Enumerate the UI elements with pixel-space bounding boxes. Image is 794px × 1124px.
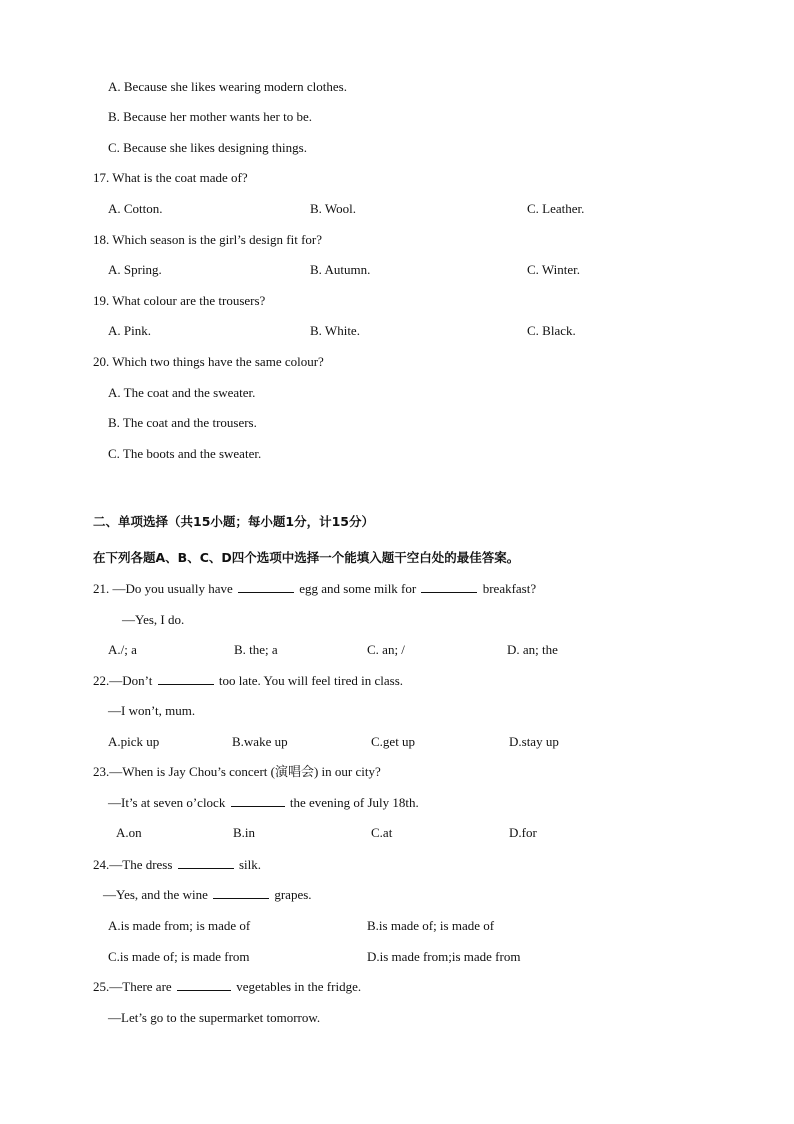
q21-option-c: C. an; / — [367, 642, 405, 657]
q24-option-a: A.is made from; is made of — [108, 918, 251, 933]
q24-blank-1[interactable] — [178, 857, 234, 869]
q22-option-b: B.wake up — [232, 734, 288, 749]
q17-option-c: C. Leather. — [527, 201, 585, 216]
q20-option-b: B. The coat and the trousers. — [108, 415, 257, 430]
q22-stem — [93, 673, 403, 689]
q25-reply: —Let’s go to the supermarket tomorrow. — [108, 1010, 321, 1025]
q19-option-b: B. White. — [310, 323, 360, 338]
q21-option-b: B. the; a — [234, 642, 278, 657]
q18-option-b: B. Autumn. — [310, 262, 371, 277]
q20-stem: 20. Which two things have the same colour? — [93, 354, 324, 369]
q21-blank-1[interactable] — [238, 581, 294, 593]
q21-stem-part3: breakfast? — [482, 581, 537, 596]
q21-reply: —Yes, I do. — [122, 612, 185, 627]
q18-option-c: C. Winter. — [527, 262, 581, 277]
q16-option-a: A. Because she likes wearing modern clothes. — [108, 79, 347, 94]
q23-reply-part2: the evening of July 18th. — [289, 795, 419, 810]
q19-option-a: A. Pink. — [108, 323, 151, 338]
q24-option-c: C.is made of; is made from — [108, 949, 250, 964]
q16-option-b: B. Because her mother wants her to be. — [108, 109, 312, 124]
q25-stem — [93, 979, 361, 995]
q22-option-d: D.stay up — [509, 734, 559, 749]
q22-reply: —I won’t, mum. — [108, 703, 196, 718]
q23-stem: 23.—When is Jay Chou’s concert (演唱会) in our city? — [93, 764, 381, 779]
q21-option-d: D. an; the — [507, 642, 558, 657]
q24-stem-part2: silk. — [238, 857, 261, 872]
q24-reply — [103, 887, 312, 903]
q23-option-d: D.for — [509, 825, 537, 840]
q17-stem: 17. What is the coat made of? — [93, 170, 248, 185]
q25-stem-part2: vegetables in the fridge. — [236, 979, 362, 994]
q24-stem-part1: 24.—The dress — [93, 857, 173, 872]
q21-blank-2[interactable] — [421, 581, 477, 593]
q19-option-c: C. Black. — [527, 323, 576, 338]
q17-option-b: B. Wool. — [310, 201, 357, 216]
q17-option-a: A. Cotton. — [108, 201, 163, 216]
q25-blank[interactable] — [177, 979, 231, 991]
q24-option-d: D.is made from;is made from — [367, 949, 521, 964]
q22-option-a: A.pick up — [108, 734, 160, 749]
q23-option-c: C.at — [371, 825, 393, 840]
q25-stem-part1: 25.—There are — [93, 979, 172, 994]
q23-option-a: A.on — [116, 825, 142, 840]
q19-stem: 19. What colour are the trousers? — [93, 293, 266, 308]
q18-option-a: A. Spring. — [108, 262, 162, 277]
q24-reply-part1: —Yes, and the wine — [103, 887, 208, 902]
q20-option-a: A. The coat and the sweater. — [108, 385, 256, 400]
q22-option-c: C.get up — [371, 734, 416, 749]
q24-option-b: B.is made of; is made of — [367, 918, 495, 933]
q16-option-c: C. Because she likes designing things. — [108, 140, 307, 155]
q22-stem-part1: 22.—Don’t — [93, 673, 153, 688]
q22-blank[interactable] — [158, 673, 214, 685]
section-instruction: 在下列各题A、B、C、D四个选项中选择一个能填入题干空白处的最佳答案。 — [93, 550, 520, 565]
q24-reply-part2: grapes. — [274, 887, 312, 902]
q23-reply — [108, 795, 419, 811]
q21-option-a: A./; a — [108, 642, 137, 657]
q20-option-c: C. The boots and the sweater. — [108, 446, 262, 461]
q21-stem — [93, 581, 536, 597]
q24-blank-2[interactable] — [213, 887, 269, 899]
q22-stem-part2: too late. You will feel tired in class. — [218, 673, 403, 688]
q24-stem — [93, 857, 261, 873]
q23-blank[interactable] — [231, 795, 285, 807]
q18-stem: 18. Which season is the girl’s design fit for? — [93, 232, 323, 247]
q21-stem-part1: 21. —Do you usually have — [93, 581, 233, 596]
q21-stem-part2: egg and some milk for — [299, 581, 417, 596]
section-title: 二、单项选择（共15小题；每小题1分，计15分） — [93, 514, 374, 529]
q23-option-b: B.in — [233, 825, 256, 840]
q23-reply-part1: —It’s at seven o’clock — [108, 795, 226, 810]
